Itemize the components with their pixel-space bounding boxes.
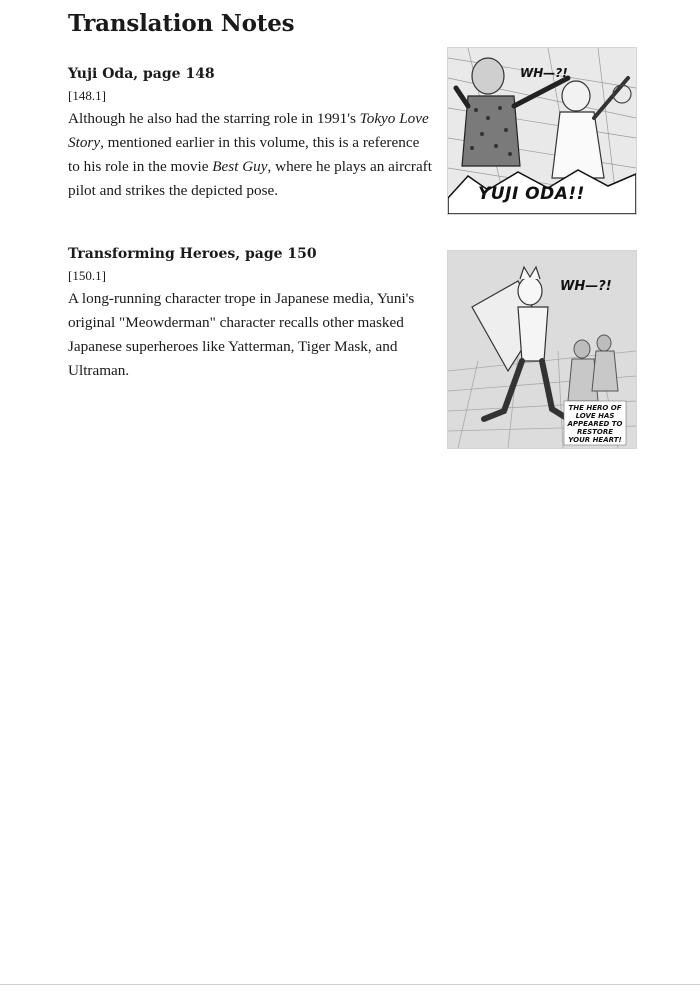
note-heading: Transforming Heroes, page 150 <box>68 246 317 262</box>
sfx-top-text: WH—?! <box>560 279 612 294</box>
page-title: Translation Notes <box>68 10 295 37</box>
page-bottom-rule <box>0 984 700 985</box>
sfx-bottom-text: YUJI ODA!! <box>478 184 585 204</box>
body-text: Although he also had the starring role in 1991's <box>68 110 360 127</box>
manga-panel-meowderman <box>447 250 637 449</box>
body-text: , where he plays an aircraft pilot and strikes the depicted pose. <box>68 158 432 199</box>
body-text: , mentioned earlier in this volume, this is a reference to his role in the movie <box>68 134 420 175</box>
note-reference: [150.1] <box>68 268 106 283</box>
note-reference: [148.1] <box>68 88 106 103</box>
sfx-top-text: WH—?! <box>520 66 568 80</box>
manga-panel-yuji-oda <box>447 47 637 215</box>
body-text: A long-running character trope in Japanese media, Yuni's original "Meowderman" character recalls other masked Japanese superheroes like Yatterman, Tiger Mask, and Ultraman. <box>68 290 415 379</box>
italic-title: Best Guy <box>212 158 268 175</box>
note-transforming-heroes <box>68 246 433 383</box>
note-heading: Yuji Oda, page 148 <box>68 66 215 82</box>
note-body <box>68 287 433 383</box>
italic-title: Tokyo Love Story <box>68 110 429 151</box>
caption-text: THE HERO OF LOVE HAS APPEARED TO RESTORE YOUR HEART! <box>567 404 623 444</box>
note-body <box>68 107 433 203</box>
note-yuji-oda <box>68 66 433 203</box>
